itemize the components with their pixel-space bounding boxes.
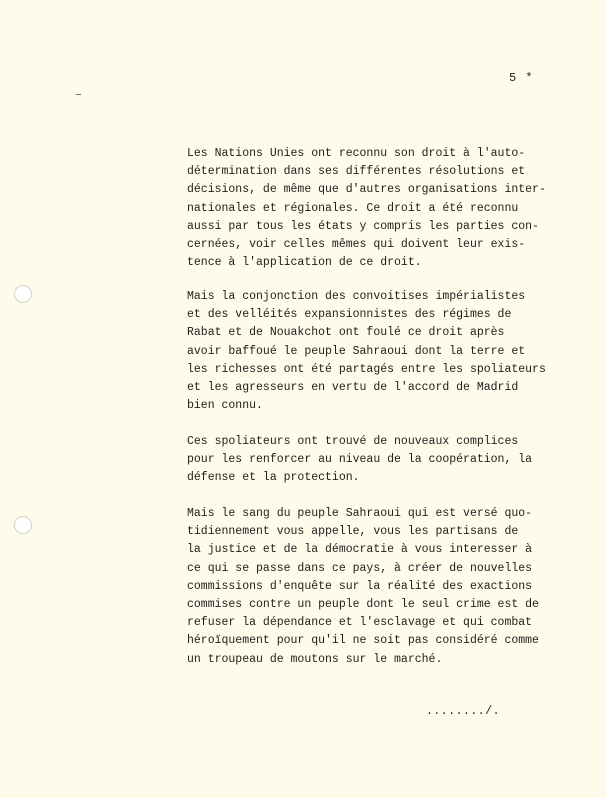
paragraph-call-to-action: Mais le sang du peuple Sahraoui qui est versé quo- tidiennement vous appelle, vous les partisans de la justice et de la démocratie à vous interesser à ce qui se passe dans ce pays, à créer de nouvelles commissions d'enquête sur la réalité des exactions commises contre un peuple dont le seul crime est de refuser la dépendance et l'esclavage et qui combat héroïquement pour qu'il ne soit pas considéré comme un troupeau de moutons sur le marché. xyxy=(187,507,539,666)
paragraph-un-recognition: Les Nations Unies ont reconnu son droit à l'auto- détermination dans ses différentes résolutions et décisions, de même que d'autres organisations inter- nationales et régionales. Ce droit a été reconnu aussi par tous les états y compris les parties con- cernées, voir celles mêmes qui doivent leur exis- tence à l'application de ce droit. xyxy=(187,147,546,270)
punch-hole xyxy=(14,516,32,534)
page-number: 5 * xyxy=(509,71,534,85)
continuation-marker: ......../. xyxy=(426,705,501,718)
paragraph-imperialist-conjunction: Mais la conjonction des convoitises impérialistes et des velléités expansionnistes des régimes de Rabat et de Nouakchot ont foulé ce droit après avoir baffoué le peuple Sahraoui dont la terre et les richesses ont été partagés entre les spoliateurs et les agresseurs en vertu de l'accord de Madrid bien connu. xyxy=(187,290,546,413)
punch-hole xyxy=(14,285,32,303)
paragraph-new-accomplices: Ces spoliateurs ont trouvé de nouveaux complices pour les renforcer au niveau de la coopération, la défense et la protection. xyxy=(187,435,533,485)
margin-mark xyxy=(76,94,81,95)
